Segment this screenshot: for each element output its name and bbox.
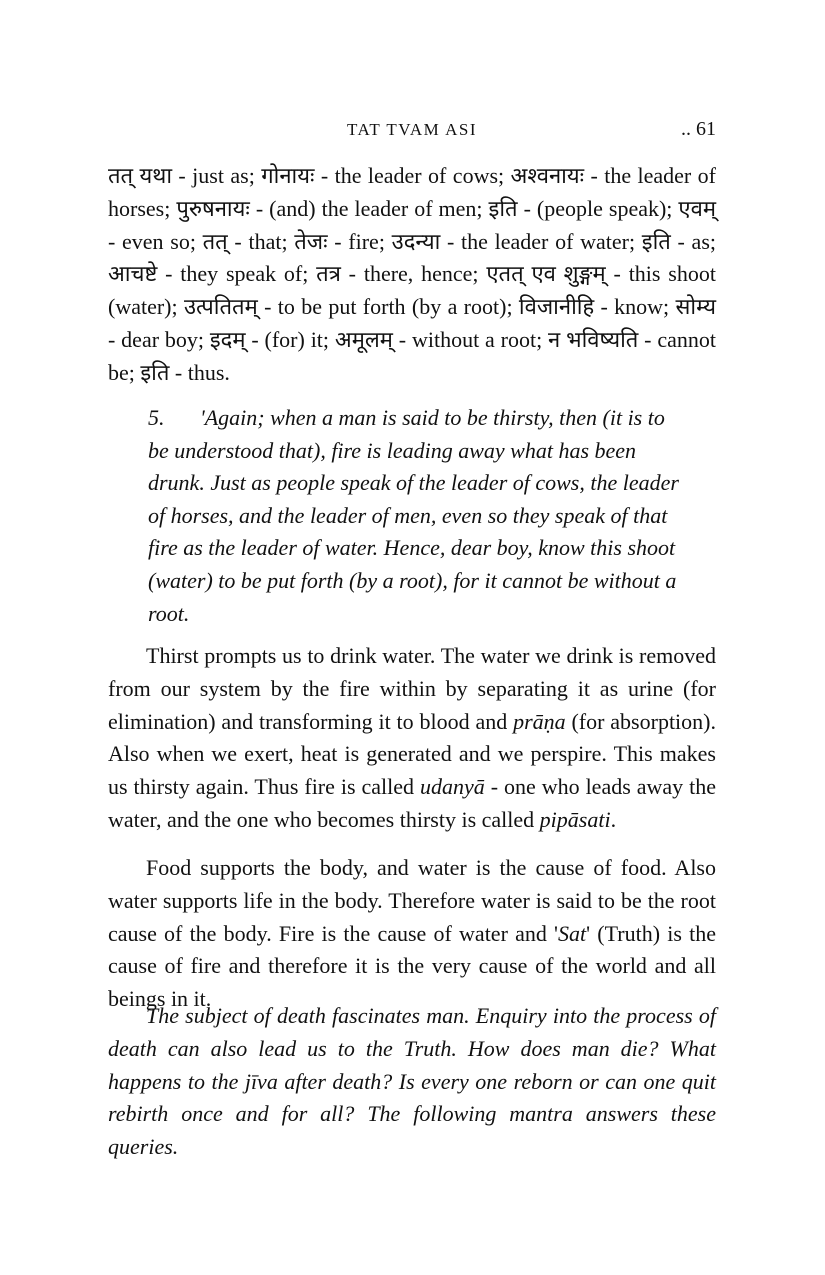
commentary-paragraph-2 [108,852,716,1016]
para1-text-a: Thirst prompts us to drink water. The water we drink is removed from our system by the fire within by separating it as urine (for elimination) and transforming it to blood and [108,643,716,734]
term-udanya: udanyā [419,774,485,800]
para2-text-b: ' (Truth) is the cause of fire and therefore it is the very cause of the world and all beings in it. [108,920,716,1012]
para1-text-d: . [610,806,617,832]
para1-text-c: - one who leads away the water, and the one who becomes thirsty is called [108,774,716,832]
commentary-paragraph-3 [108,1000,716,1164]
commentary-paragraph-1 [108,640,716,837]
para1-text-b: (for absorption). Also when we exert, heat is generated and we perspire. This makes us thirsty again. Thus fire is called [108,708,716,800]
term-prana: prāṇa [513,708,566,734]
page-number: .. 61 [681,118,716,140]
running-head: TAT TVAM ASI [346,120,477,139]
verse-translation [148,402,686,630]
term-pipasati: pipāsati [539,806,611,832]
para3-text: The subject of death fascinates man. Enquiry into the process of death can also lead us to the Truth. How does man die? What happens to the jīva after death? Is every one reborn or can one quit rebirth once and for all? The following mantra answers these queries. [108,1003,716,1160]
para2-text-a: Food supports the body, and water is the cause of food. Also water supports life in the body. Therefore water is said to be the root cause of the body. Fire is the cause of water and ' [108,855,716,946]
word-gloss-paragraph: तत् यथा - just as; गोनायः - the leader of cows; अश्वनायः - the leader of horses; पुरुषनायः - (and) the leader of men; इति - (people speak); एवम् - even so; तत् - that; तेजः - fire; उदन्या - the leader of water; इति - as; आचष्टे - they speak of; तत्र - there, hence; एतत् एव शुङ्गम् - this shoot (water); उत्पतितम् - to be put forth (by a root); विजानीहि - know; सोम्य - dear boy; इदम् - (for) it; अमूलम् - without a root; न भविष्यति - cannot be; इति - thus. [108,163,716,385]
verse-text: 'Again; when a man is said to be thirsty, then (it is to be understood that), fire is leading away what has been drunk. Just as people speak of the leader of cows, the leader of horses, and the leader of men, even so they speak of that fire as the leader of water. Hence, dear boy, know this shoot (water) to be put forth (by a root), for it cannot be without a root. [148,405,679,626]
term-sat: Sat [558,920,587,946]
page-header [108,116,716,146]
verse-number: 5. [148,405,165,430]
